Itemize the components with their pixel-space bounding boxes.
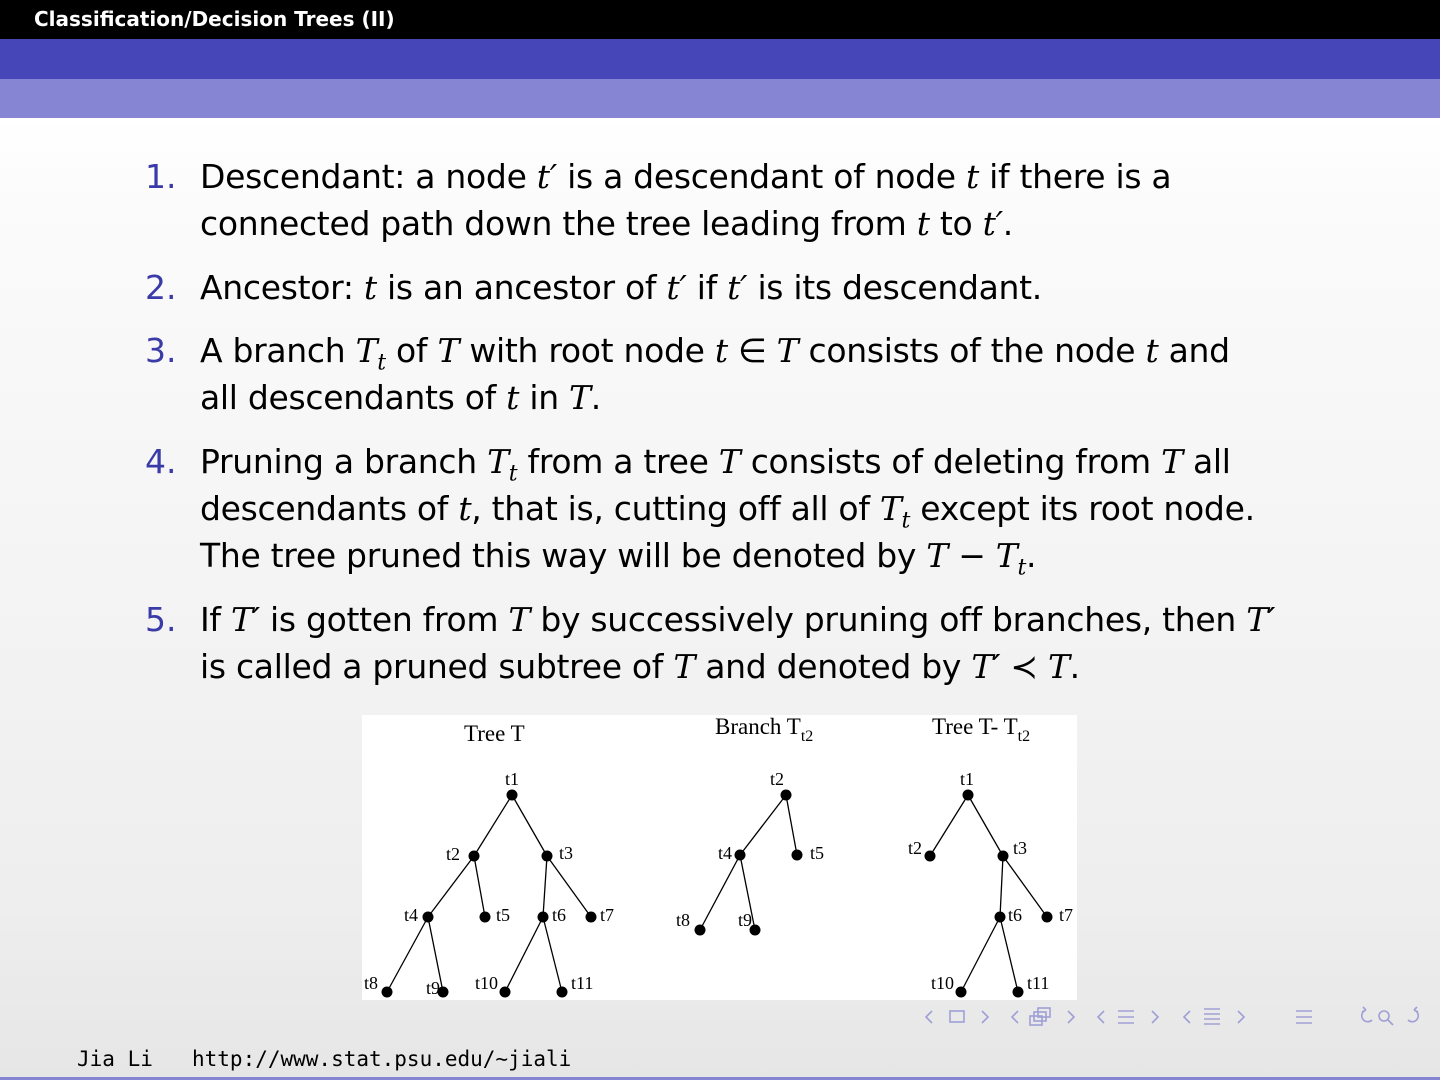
tree-edge (474, 795, 512, 856)
tree-node (542, 851, 553, 862)
node-label: t8 (363, 973, 378, 994)
tree-node (507, 790, 518, 801)
nav-prev-icon[interactable] (1184, 1011, 1190, 1023)
node-label: t2 (907, 838, 922, 859)
node-label: t5 (496, 905, 511, 926)
subsection-icon[interactable] (1030, 1008, 1050, 1025)
tree-node (1013, 987, 1024, 998)
search-icon[interactable] (1379, 1011, 1393, 1025)
node-label: t9 (737, 910, 752, 931)
node-label: t3 (559, 843, 574, 864)
header-band (0, 39, 1440, 79)
item-text (200, 264, 1340, 311)
tree-node (998, 851, 1009, 862)
tree-figure (362, 715, 1077, 1000)
tree-edge (961, 917, 1000, 992)
tree-node (1042, 912, 1053, 923)
node-label: t8 (675, 910, 690, 931)
nav-next-icon[interactable] (1068, 1011, 1074, 1023)
tree-edge (474, 856, 485, 917)
nav-prev-icon[interactable] (1098, 1011, 1104, 1023)
document-icon[interactable] (1204, 1009, 1220, 1024)
item-number: 1. (145, 157, 177, 196)
item-line: is called a pruned subtree of T and denoted by T′ ≺ T. (200, 647, 1080, 686)
tree-panel (676, 715, 824, 936)
tree-node (538, 912, 549, 923)
tree-edge (543, 917, 562, 992)
tree-edge (543, 856, 547, 917)
node-label: t2 (445, 844, 460, 865)
node-label: t3 (1013, 838, 1028, 859)
tree-node (423, 912, 434, 923)
item-line: If T′ is gotten from T by successively pruning off branches, then T′ (200, 600, 1276, 639)
node-label: t7 (1059, 905, 1074, 926)
item-line: descendants of t, that is, cutting off all of $T_t$ except its root node. (200, 489, 1255, 534)
tree-node (695, 925, 706, 936)
item-line: Pruning a branch $T_t$ from a tree T consists of deleting from T all (200, 442, 1231, 487)
tree-node (557, 987, 568, 998)
tree-node (586, 912, 597, 923)
nav-next-icon[interactable] (982, 1011, 988, 1023)
node-label: t10 (930, 973, 954, 994)
panel-title: Branch $T_{t2}$ (715, 715, 814, 745)
tree-node (500, 987, 511, 998)
node-label: t2 (769, 769, 785, 790)
item-line: all descendants of t in T. (200, 378, 601, 417)
header-subband (0, 79, 1440, 118)
node-label: t1 (504, 769, 520, 790)
slide-title: Classification/Decision Trees (II) (34, 7, 395, 31)
tree-node (995, 912, 1006, 923)
tree-node (469, 851, 480, 862)
item-number: 4. (145, 442, 177, 481)
item-number: 5. (145, 600, 177, 639)
tree-edge (930, 795, 968, 856)
tree-edge (1000, 917, 1018, 992)
tree-edge (387, 917, 428, 992)
appendix-icon[interactable] (1296, 1011, 1312, 1023)
node-label: t1 (959, 769, 975, 790)
item-text (200, 327, 1340, 421)
item-number: 2. (145, 268, 177, 307)
node-label: t9 (425, 978, 440, 999)
tree-node (781, 790, 792, 801)
tree-panel (908, 715, 1073, 998)
node-label: t6 (1008, 905, 1023, 926)
node-label: t4 (403, 905, 418, 926)
tree-node (382, 987, 393, 998)
nav-frame-group[interactable] (926, 1011, 988, 1023)
node-label: t6 (552, 905, 567, 926)
tree-panel (364, 721, 614, 998)
item-line: The tree pruned this way will be denoted by $T - T_t$. (200, 536, 1037, 581)
item-line: connected path down the tree leading from t to t′. (200, 204, 1013, 243)
item-number: 3. (145, 331, 177, 370)
tree-node (925, 851, 936, 862)
node-label: t5 (810, 843, 825, 864)
section-icon[interactable] (1118, 1011, 1134, 1023)
node-label: t11 (1027, 973, 1050, 994)
item-line: Descendant: a node t′ is a descendant of node t if there is a (200, 157, 1172, 196)
item-line: Ancestor: t is an ancestor of t′ if t′ is its descendant. (200, 268, 1042, 307)
node-label: t4 (717, 843, 732, 864)
tree-edge (786, 795, 797, 855)
nav-prev-icon[interactable] (1012, 1011, 1018, 1023)
nav-section-group[interactable] (1098, 1011, 1158, 1023)
frame-icon[interactable] (950, 1011, 964, 1022)
tree-diagram (362, 715, 1077, 1000)
footer-author: Jia Li (77, 1047, 153, 1071)
item-text (200, 596, 1340, 690)
tree-edge (968, 795, 1003, 856)
nav-prev-icon[interactable] (926, 1011, 932, 1023)
tree-edge (1000, 856, 1003, 917)
tree-edge (505, 917, 543, 992)
panel-title: Tree T- $T_{t2}$ (932, 715, 1031, 745)
tree-node (963, 790, 974, 801)
nav-next-icon[interactable] (1238, 1011, 1244, 1023)
tree-node (735, 850, 746, 861)
nav-subsection-group[interactable] (1012, 1008, 1074, 1025)
item-text (200, 438, 1340, 579)
redo-icon[interactable] (1408, 1007, 1418, 1022)
nav-document-group[interactable] (1184, 1009, 1244, 1024)
panel-title: Tree T (464, 721, 525, 746)
footer-url[interactable]: http://www.stat.psu.edu/∼jiali (192, 1047, 572, 1071)
tree-node (956, 987, 967, 998)
tree-edge (740, 795, 786, 855)
tree-node (480, 912, 491, 923)
undo-icon[interactable] (1362, 1007, 1372, 1022)
node-label: t7 (600, 905, 615, 926)
tree-edge (700, 855, 740, 930)
node-label: t11 (571, 973, 594, 994)
tree-edge (512, 795, 547, 856)
node-label: t10 (474, 973, 498, 994)
item-line: A branch $T_t$ of T with root node t ∈ T consists of the node t and (200, 331, 1230, 376)
nav-next-icon[interactable] (1152, 1011, 1158, 1023)
beamer-navigation[interactable] (920, 1002, 1430, 1032)
tree-edge (428, 856, 474, 917)
tree-node (792, 850, 803, 861)
item-text (200, 153, 1340, 247)
